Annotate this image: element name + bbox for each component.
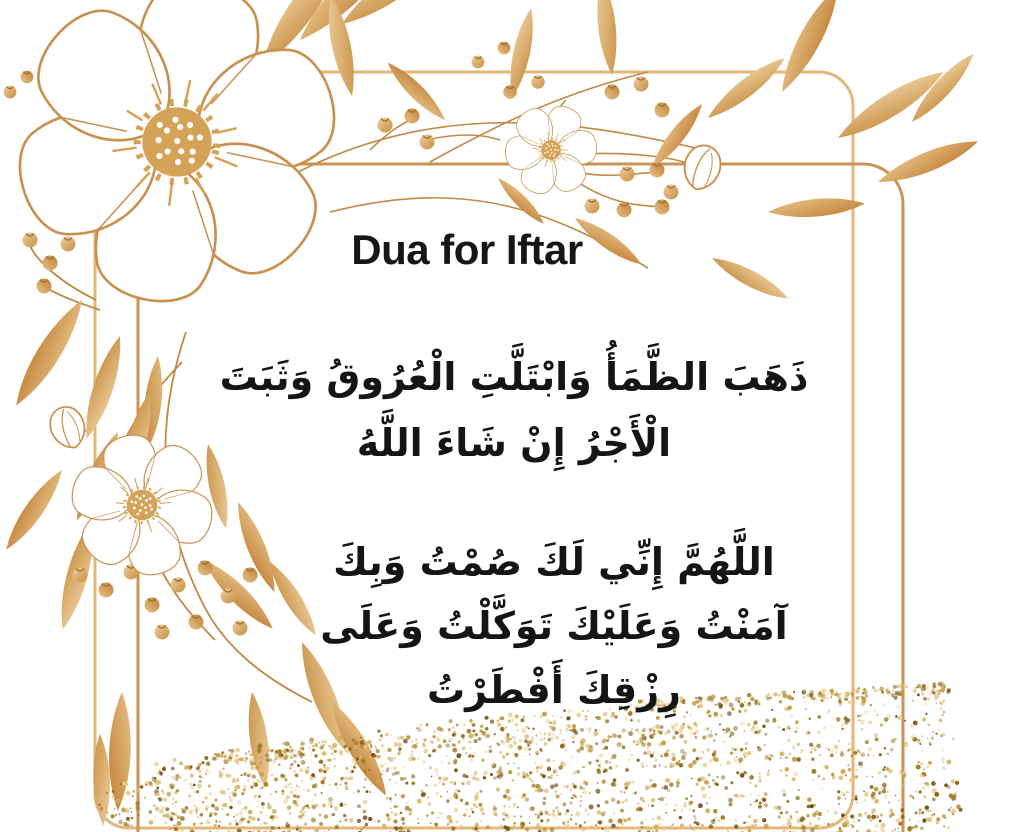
arabic-line: الْأَجْرُ إِنْ شَاءَ اللَّهُ bbox=[356, 421, 672, 465]
arabic-line: ذَهَبَ الظَّمَأُ وَابْتَلَّتِ الْعُرُوقُ وَثَبَتَ bbox=[219, 355, 809, 399]
arabic-line: اللَّهُمَّ إِنِّي لَكَ صُمْتُ وَبِكَ bbox=[333, 540, 775, 584]
dua-iftar-arabic bbox=[164, 530, 944, 722]
arabic-line: آمَنْتُ وَعَلَيْكَ تَوَكَّلْتُ وَعَلَى bbox=[320, 604, 788, 648]
card-title: Dua for Iftar bbox=[351, 226, 583, 273]
tulip-bud bbox=[45, 402, 91, 453]
tulip-bud bbox=[679, 141, 725, 193]
arabic-line: رِزْقِكَ أَفْطَرْتُ bbox=[427, 668, 681, 712]
dua-breaking-fast-arabic bbox=[118, 344, 910, 476]
large-white-flower bbox=[0, 0, 375, 334]
